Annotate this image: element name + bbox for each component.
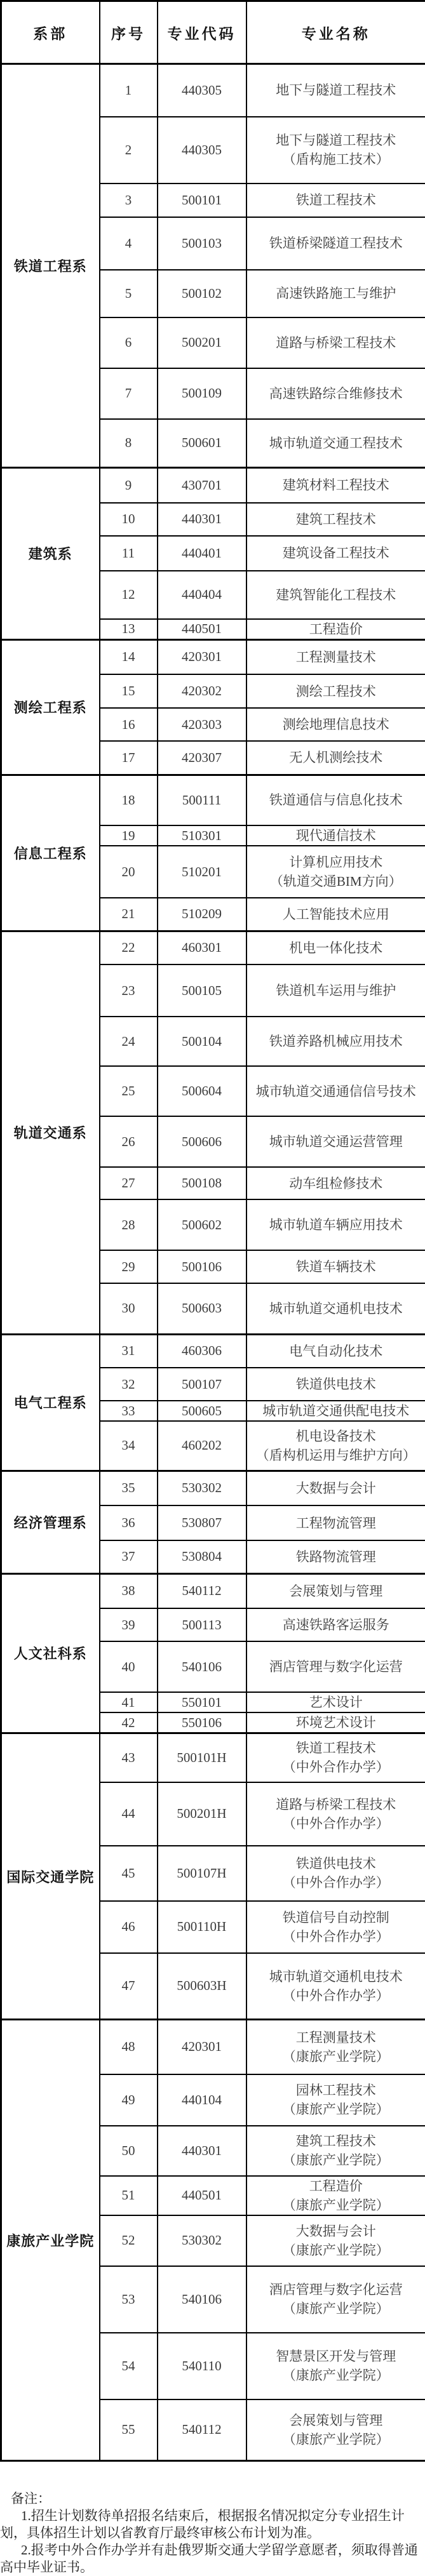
major-name-cell: [246, 270, 425, 317]
major-code-cell: 500103: [158, 217, 246, 270]
row-no-cell: 55: [100, 2399, 158, 2461]
notes-title: 备注：: [0, 2490, 425, 2507]
major-name-cell: [246, 2215, 425, 2266]
major-name-sub: （中外合作办学）: [247, 1927, 425, 1946]
major-code-cell: 460202: [158, 1421, 246, 1471]
major-code-cell: 460301: [158, 931, 246, 964]
major-name: 动车组检修技术: [247, 1174, 425, 1193]
major-code-cell: 540112: [158, 1573, 246, 1608]
major-name-sub: （康旅产业学院）: [247, 2430, 425, 2449]
row-no-cell: 2: [100, 117, 158, 184]
major-code-cell: 500604: [158, 1066, 246, 1116]
major-code-cell: 540112: [158, 2399, 246, 2461]
row-no-cell: 23: [100, 964, 158, 1017]
major-code-cell: 440401: [158, 536, 246, 571]
major-code-cell: 420301: [158, 2020, 246, 2074]
major-name: 测绘工程技术: [247, 682, 425, 701]
note-item-2: 2.报考中外合作办学并有赴俄罗斯交通大学留学意愿者，须取得普通高中毕业证书。: [0, 2542, 425, 2576]
table-header: [1, 1, 425, 64]
major-name-cell: [246, 619, 425, 640]
note-item-1: 1.招生计划数待单招报名结束后，根据报名情况拟定分专业招生计划，具体招生计划以省教育厅最终审核公布计划为准。: [0, 2507, 425, 2542]
major-name: 会展策划与管理: [247, 1582, 425, 1601]
major-name: 建筑工程技术: [247, 510, 425, 529]
major-name: 建筑智能化工程技术: [247, 585, 425, 604]
major-name-sub: （中外合作办学）: [247, 1986, 425, 2005]
row-no-cell: 34: [100, 1421, 158, 1471]
row-no-cell: 14: [100, 639, 158, 674]
row-no-cell: 15: [100, 674, 158, 708]
major-code-cell: 420302: [158, 674, 246, 708]
major-name: 建筑材料工程技术: [247, 476, 425, 495]
row-no-cell: 18: [100, 775, 158, 825]
major-name-cell: [246, 741, 425, 775]
row-no-cell: 42: [100, 1712, 158, 1733]
major-name-cell: [246, 674, 425, 708]
row-no-cell: 32: [100, 1368, 158, 1401]
major-name-cell: [246, 1017, 425, 1066]
major-code-cell: 440301: [158, 503, 246, 536]
row-no-cell: 8: [100, 419, 158, 468]
major-name: 道路与桥梁工程技术: [247, 1795, 425, 1814]
major-code-cell: 500605: [158, 1401, 246, 1421]
major-name-cell: [246, 1421, 425, 1471]
major-code-cell: 500111: [158, 775, 246, 825]
major-name: 工程测量技术: [247, 2028, 425, 2047]
major-code-cell: 430701: [158, 468, 246, 503]
major-name-cell: [246, 1283, 425, 1334]
major-code-cell: 550106: [158, 1712, 246, 1733]
major-name-cell: [246, 571, 425, 619]
major-code-cell: 500606: [158, 1116, 246, 1167]
major-name: 现代通信技术: [247, 826, 425, 845]
row-no-cell: 47: [100, 1953, 158, 2020]
department-cell: 康旅产业学院: [1, 2020, 100, 2461]
row-no-cell: 24: [100, 1017, 158, 1066]
major-name: 高速铁路综合维修技术: [247, 384, 425, 403]
table-row: [1, 931, 425, 964]
major-code-cell: 500201H: [158, 1782, 246, 1846]
major-code-cell: 540106: [158, 1641, 246, 1692]
major-name: 测绘地理信息技术: [247, 715, 425, 734]
row-no-cell: 29: [100, 1250, 158, 1283]
major-name: 智慧景区开发与管理: [247, 2347, 425, 2366]
major-name-sub: （康旅产业学院）: [247, 2100, 425, 2119]
major-code-cell: 530302: [158, 1471, 246, 1505]
major-name-cell: [246, 964, 425, 1017]
major-name: 高速铁路施工与维护: [247, 284, 425, 303]
major-code-cell: 420307: [158, 741, 246, 775]
major-code-cell: 440301: [158, 2126, 246, 2176]
major-name: 机电一体化技术: [247, 938, 425, 958]
major-code-cell: 540106: [158, 2266, 246, 2333]
major-name: 高速铁路客运服务: [247, 1615, 425, 1634]
table-row: [1, 1334, 425, 1368]
header-row: [1, 1, 425, 64]
major-name-cell: [246, 1401, 425, 1421]
major-name-cell: [246, 2176, 425, 2215]
major-name: 工程测量技术: [247, 648, 425, 667]
major-name-cell: [246, 2020, 425, 2074]
major-code-cell: 500602: [158, 1199, 246, 1250]
major-code-cell: 500105: [158, 964, 246, 1017]
major-name-cell: [246, 1953, 425, 2020]
notes-section: [0, 2462, 425, 2576]
row-no-cell: 33: [100, 1401, 158, 1421]
header-code: 专业代码: [158, 1, 246, 64]
major-name-cell: [246, 1250, 425, 1283]
header-name: 专业名称: [246, 1, 425, 64]
major-name-cell: [246, 1199, 425, 1250]
row-no-cell: 10: [100, 503, 158, 536]
row-no-cell: 1: [100, 64, 158, 117]
major-name: 环境艺术设计: [247, 1713, 425, 1732]
major-code-cell: 440404: [158, 571, 246, 619]
major-name: 地下与隧道工程技术: [247, 81, 425, 100]
major-name-cell: [246, 1846, 425, 1901]
major-code-cell: 420301: [158, 639, 246, 674]
table-row: [1, 468, 425, 503]
major-name-sub: （康旅产业学院）: [247, 2299, 425, 2318]
major-code-cell: 440305: [158, 64, 246, 117]
major-code-cell: 500108: [158, 1167, 246, 1199]
major-code-cell: 500110H: [158, 1901, 246, 1953]
major-name: 建筑工程技术: [247, 2132, 425, 2151]
major-name: 大数据与会计: [247, 1479, 425, 1498]
major-name: 铁道养路机械应用技术: [247, 1032, 425, 1051]
row-no-cell: 54: [100, 2333, 158, 2399]
row-no-cell: 6: [100, 317, 158, 368]
major-code-cell: 500109: [158, 368, 246, 419]
major-name: 工程造价: [247, 2177, 425, 2196]
major-name: 机电设备技术: [247, 1427, 425, 1446]
major-name: 铁路物流管理: [247, 1547, 425, 1566]
major-name: 铁道供电技术: [247, 1375, 425, 1394]
major-name-cell: [246, 2399, 425, 2461]
major-name: 建筑设备工程技术: [247, 544, 425, 563]
major-name-cell: [246, 1692, 425, 1712]
row-no-cell: 39: [100, 1608, 158, 1641]
major-name-cell: [246, 368, 425, 419]
row-no-cell: 3: [100, 184, 158, 217]
major-name-cell: [246, 1334, 425, 1368]
header-department: 系部: [1, 1, 100, 64]
major-name-cell: [246, 2266, 425, 2333]
table-row: [1, 1471, 425, 1505]
row-no-cell: 43: [100, 1733, 158, 1782]
row-no-cell: 12: [100, 571, 158, 619]
table-row: [1, 2020, 425, 2074]
major-code-cell: 500603H: [158, 1953, 246, 2020]
major-name: 城市轨道交通机电技术: [247, 1967, 425, 1986]
major-name-cell: [246, 2333, 425, 2399]
major-name-cell: [246, 775, 425, 825]
row-no-cell: 31: [100, 1334, 158, 1368]
major-name: 会展策划与管理: [247, 2411, 425, 2430]
major-name-cell: [246, 1573, 425, 1608]
major-name-cell: [246, 1901, 425, 1953]
row-no-cell: 35: [100, 1471, 158, 1505]
row-no-cell: 45: [100, 1846, 158, 1901]
major-name-cell: [246, 1167, 425, 1199]
major-code-cell: 500102: [158, 270, 246, 317]
major-name: 地下与隧道工程技术: [247, 131, 425, 150]
major-name-cell: [246, 1608, 425, 1641]
table-row: [1, 639, 425, 674]
major-code-cell: 530302: [158, 2215, 246, 2266]
major-name-sub: （康旅产业学院）: [247, 2366, 425, 2385]
row-no-cell: 25: [100, 1066, 158, 1116]
major-name-cell: [246, 64, 425, 117]
major-name-cell: [246, 898, 425, 931]
row-no-cell: 9: [100, 468, 158, 503]
major-code-cell: 440104: [158, 2074, 246, 2126]
major-code-cell: 500601: [158, 419, 246, 468]
major-name: 艺术设计: [247, 1693, 425, 1712]
major-name-cell: [246, 419, 425, 468]
major-name: 酒店管理与数字化运营: [247, 1657, 425, 1676]
major-code-cell: 440501: [158, 619, 246, 640]
major-name-sub: （康旅产业学院）: [247, 2047, 425, 2066]
major-name: 道路与桥梁工程技术: [247, 333, 425, 352]
major-name: 人工智能技术应用: [247, 905, 425, 924]
major-name-sub: （中外合作办学）: [247, 1814, 425, 1833]
row-no-cell: 27: [100, 1167, 158, 1199]
major-name-sub: （轨道交通BIM方向）: [247, 872, 425, 891]
major-code-cell: 500107H: [158, 1846, 246, 1901]
major-name: 计算机应用技术: [247, 853, 425, 872]
row-no-cell: 19: [100, 825, 158, 846]
major-code-cell: 420303: [158, 708, 246, 741]
department-cell: 铁道工程系: [1, 64, 100, 468]
header-no: 序号: [100, 1, 158, 64]
major-code-cell: 500104: [158, 1017, 246, 1066]
major-name-sub: （盾构机运用与维护方向）: [247, 1446, 425, 1465]
row-no-cell: 51: [100, 2176, 158, 2215]
major-name-sub: （盾构施工技术）: [247, 150, 425, 169]
major-name-cell: [246, 1712, 425, 1733]
major-name-cell: [246, 1368, 425, 1401]
major-name: 城市轨道车辆应用技术: [247, 1215, 425, 1234]
major-name: 铁道通信与信息化技术: [247, 791, 425, 810]
row-no-cell: 16: [100, 708, 158, 741]
major-name-cell: [246, 1782, 425, 1846]
major-name: 酒店管理与数字化运营: [247, 2280, 425, 2299]
major-code-cell: 550101: [158, 1692, 246, 1712]
major-code-cell: 530804: [158, 1540, 246, 1573]
row-no-cell: 36: [100, 1505, 158, 1540]
major-code-cell: 510301: [158, 825, 246, 846]
major-code-cell: 440501: [158, 2176, 246, 2215]
major-name: 铁道工程技术: [247, 1738, 425, 1758]
department-cell: 电气工程系: [1, 1334, 100, 1471]
major-name-cell: [246, 1505, 425, 1540]
major-name: 铁道工程技术: [247, 190, 425, 210]
major-name-sub: （中外合作办学）: [247, 1873, 425, 1892]
major-code-cell: 460306: [158, 1334, 246, 1368]
row-no-cell: 50: [100, 2126, 158, 2176]
row-no-cell: 40: [100, 1641, 158, 1692]
row-no-cell: 7: [100, 368, 158, 419]
row-no-cell: 26: [100, 1116, 158, 1167]
row-no-cell: 46: [100, 1901, 158, 1953]
table-row: [1, 64, 425, 117]
major-name-cell: [246, 184, 425, 217]
department-cell: 人文社科系: [1, 1573, 100, 1733]
major-name-cell: [246, 503, 425, 536]
major-code-cell: 500101: [158, 184, 246, 217]
row-no-cell: 44: [100, 1782, 158, 1846]
major-code-cell: 530807: [158, 1505, 246, 1540]
major-name-cell: [246, 1733, 425, 1782]
major-name-cell: [246, 1116, 425, 1167]
row-no-cell: 37: [100, 1540, 158, 1573]
table-row: [1, 775, 425, 825]
major-code-cell: 540110: [158, 2333, 246, 2399]
major-name-cell: [246, 217, 425, 270]
table-row: [1, 1573, 425, 1608]
major-name-cell: [246, 639, 425, 674]
major-name: 城市轨道交通工程技术: [247, 434, 425, 453]
row-no-cell: 53: [100, 2266, 158, 2333]
row-no-cell: 49: [100, 2074, 158, 2126]
major-code-cell: 500107: [158, 1368, 246, 1401]
department-cell: 测绘工程系: [1, 639, 100, 775]
major-code-cell: 500603: [158, 1283, 246, 1334]
major-name-cell: [246, 117, 425, 184]
major-name: 城市轨道交通通信信号技术: [247, 1082, 425, 1101]
major-name-cell: [246, 1540, 425, 1573]
row-no-cell: 17: [100, 741, 158, 775]
major-name: 无人机测绘技术: [247, 748, 425, 767]
major-code-cell: 510201: [158, 846, 246, 898]
row-no-cell: 13: [100, 619, 158, 640]
major-name-cell: [246, 708, 425, 741]
department-cell: 国际交通学院: [1, 1733, 100, 2020]
major-code-cell: 500113: [158, 1608, 246, 1641]
row-no-cell: 48: [100, 2020, 158, 2074]
major-name: 园林工程技术: [247, 2081, 425, 2100]
major-name: 城市轨道交通运营管理: [247, 1132, 425, 1151]
major-name-cell: [246, 1066, 425, 1116]
major-name-sub: （康旅产业学院）: [247, 2241, 425, 2260]
major-name: 铁道供电技术: [247, 1854, 425, 1873]
major-code-cell: 500201: [158, 317, 246, 368]
major-name-sub: （康旅产业学院）: [247, 2151, 425, 2170]
major-name-sub: （康旅产业学院）: [247, 2196, 425, 2215]
row-no-cell: 22: [100, 931, 158, 964]
major-name-cell: [246, 2126, 425, 2176]
major-name-cell: [246, 931, 425, 964]
major-name: 大数据与会计: [247, 2222, 425, 2241]
major-name-cell: [246, 825, 425, 846]
table-body: [1, 64, 425, 2461]
major-code-cell: 500106: [158, 1250, 246, 1283]
major-code-cell: 500101H: [158, 1733, 246, 1782]
department-cell: 轨道交通系: [1, 931, 100, 1334]
major-name: 工程造价: [247, 620, 425, 639]
major-name-sub: （中外合作办学）: [247, 1758, 425, 1777]
major-name: 工程物流管理: [247, 1514, 425, 1533]
department-cell: 建筑系: [1, 468, 100, 640]
row-no-cell: 5: [100, 270, 158, 317]
major-name: 电气自动化技术: [247, 1342, 425, 1361]
major-name-cell: [246, 468, 425, 503]
row-no-cell: 11: [100, 536, 158, 571]
major-name: 城市轨道交通机电技术: [247, 1299, 425, 1318]
row-no-cell: 28: [100, 1199, 158, 1250]
major-code-cell: 510209: [158, 898, 246, 931]
row-no-cell: 30: [100, 1283, 158, 1334]
row-no-cell: 41: [100, 1692, 158, 1712]
major-code-cell: 440305: [158, 117, 246, 184]
major-name: 铁道信号自动控制: [247, 1908, 425, 1927]
row-no-cell: 4: [100, 217, 158, 270]
major-name: 铁道机车运用与维护: [247, 981, 425, 1000]
table-row: [1, 1733, 425, 1782]
department-cell: 经济管理系: [1, 1471, 100, 1573]
row-no-cell: 38: [100, 1573, 158, 1608]
major-name-cell: [246, 317, 425, 368]
department-cell: 信息工程系: [1, 775, 100, 931]
major-name: 铁道桥梁隧道工程技术: [247, 234, 425, 253]
row-no-cell: 52: [100, 2215, 158, 2266]
major-name-cell: [246, 1471, 425, 1505]
row-no-cell: 21: [100, 898, 158, 931]
major-name-cell: [246, 536, 425, 571]
major-name-cell: [246, 1641, 425, 1692]
major-name-cell: [246, 2074, 425, 2126]
major-name: 铁道车辆技术: [247, 1257, 425, 1276]
row-no-cell: 20: [100, 846, 158, 898]
major-name-cell: [246, 846, 425, 898]
major-name: 城市轨道交通供配电技术: [247, 1401, 425, 1420]
